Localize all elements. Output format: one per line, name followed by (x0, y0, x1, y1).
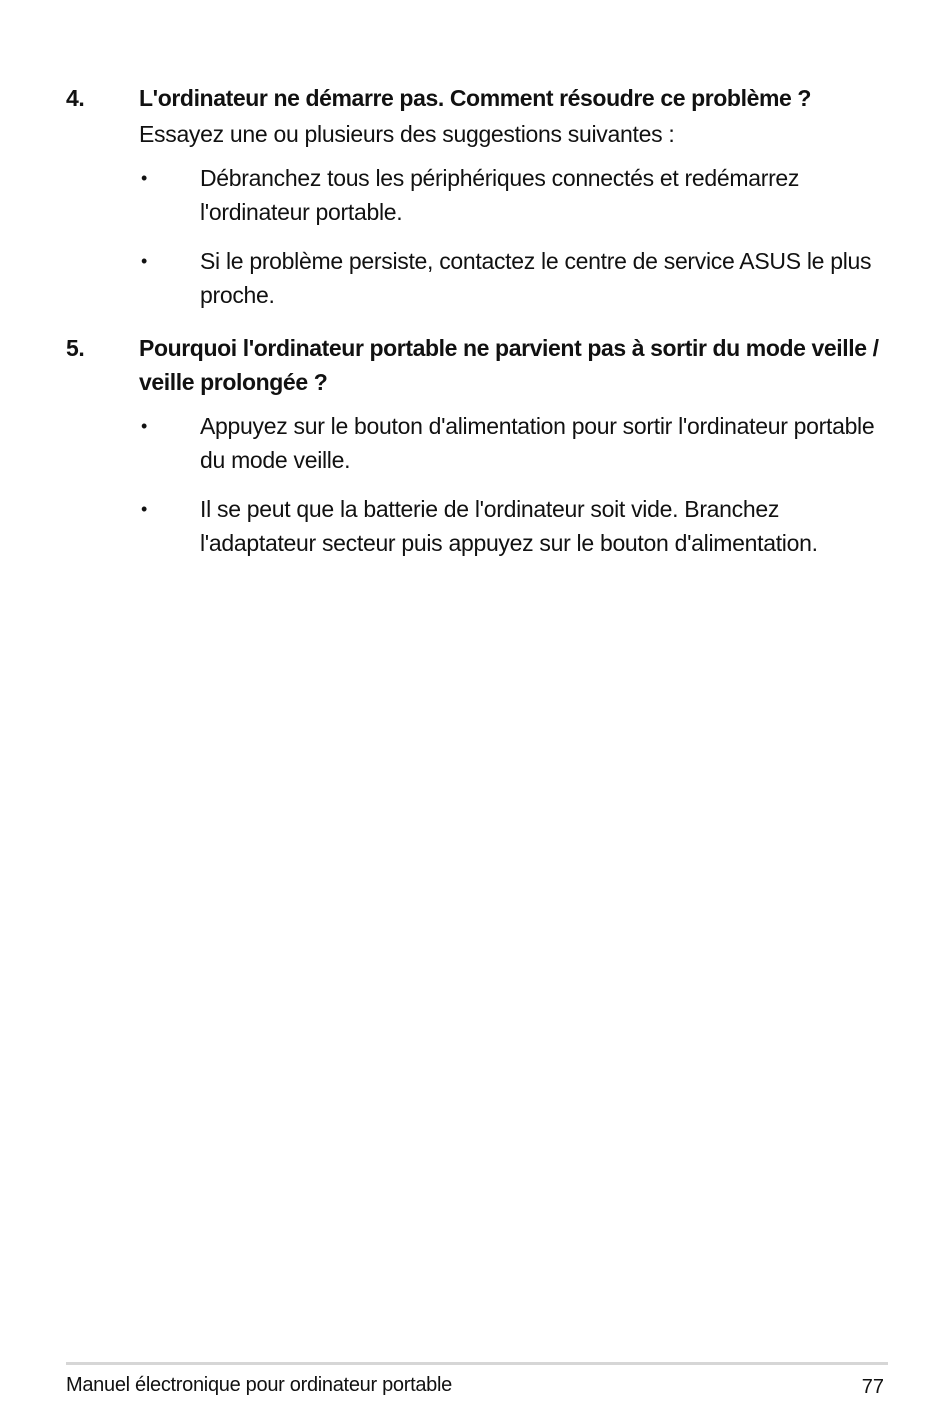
footer-divider (66, 1362, 888, 1365)
bullet-icon: • (141, 251, 148, 271)
bullet-icon: • (141, 499, 148, 519)
question-intro: Essayez une ou plusieurs des suggestions suivantes : (139, 121, 675, 147)
bullet-icon: • (141, 168, 148, 188)
list-item (66, 409, 896, 477)
faq-item-5 (66, 331, 896, 575)
question-number: 4. (66, 85, 85, 111)
faq-item-4 (66, 81, 896, 327)
suggestion-list (66, 409, 896, 560)
list-item (66, 161, 896, 229)
suggestion-list (66, 161, 896, 312)
list-item (66, 492, 896, 560)
question-heading (66, 331, 896, 399)
bullet-icon: • (141, 416, 148, 436)
list-item-text: Débranchez tous les périphériques connectés et redémarrez l'ordinateur portable. (200, 165, 800, 225)
list-item-text: Appuyez sur le bouton d'alimentation pour sortir l'ordinateur portable du mode veille. (200, 413, 875, 473)
footer-title: Manuel électronique pour ordinateur portable (66, 1374, 452, 1396)
question-title: Pourquoi l'ordinateur portable ne parvient pas à sortir du mode veille / veille prolongée ? (139, 335, 879, 395)
question-number: 5. (66, 335, 85, 361)
question-heading (66, 81, 896, 115)
question-title: L'ordinateur ne démarre pas. Comment résoudre ce problème ? (139, 85, 812, 111)
page-number: 77 (861, 1376, 884, 1398)
list-item (66, 244, 896, 312)
list-item-text: Si le problème persiste, contactez le centre de service ASUS le plus proche. (200, 248, 872, 308)
list-item-text: Il se peut que la batterie de l'ordinateur soit vide. Branchez l'adaptateur secteur puis appuyez sur le bouton d'alimentation. (200, 496, 818, 556)
